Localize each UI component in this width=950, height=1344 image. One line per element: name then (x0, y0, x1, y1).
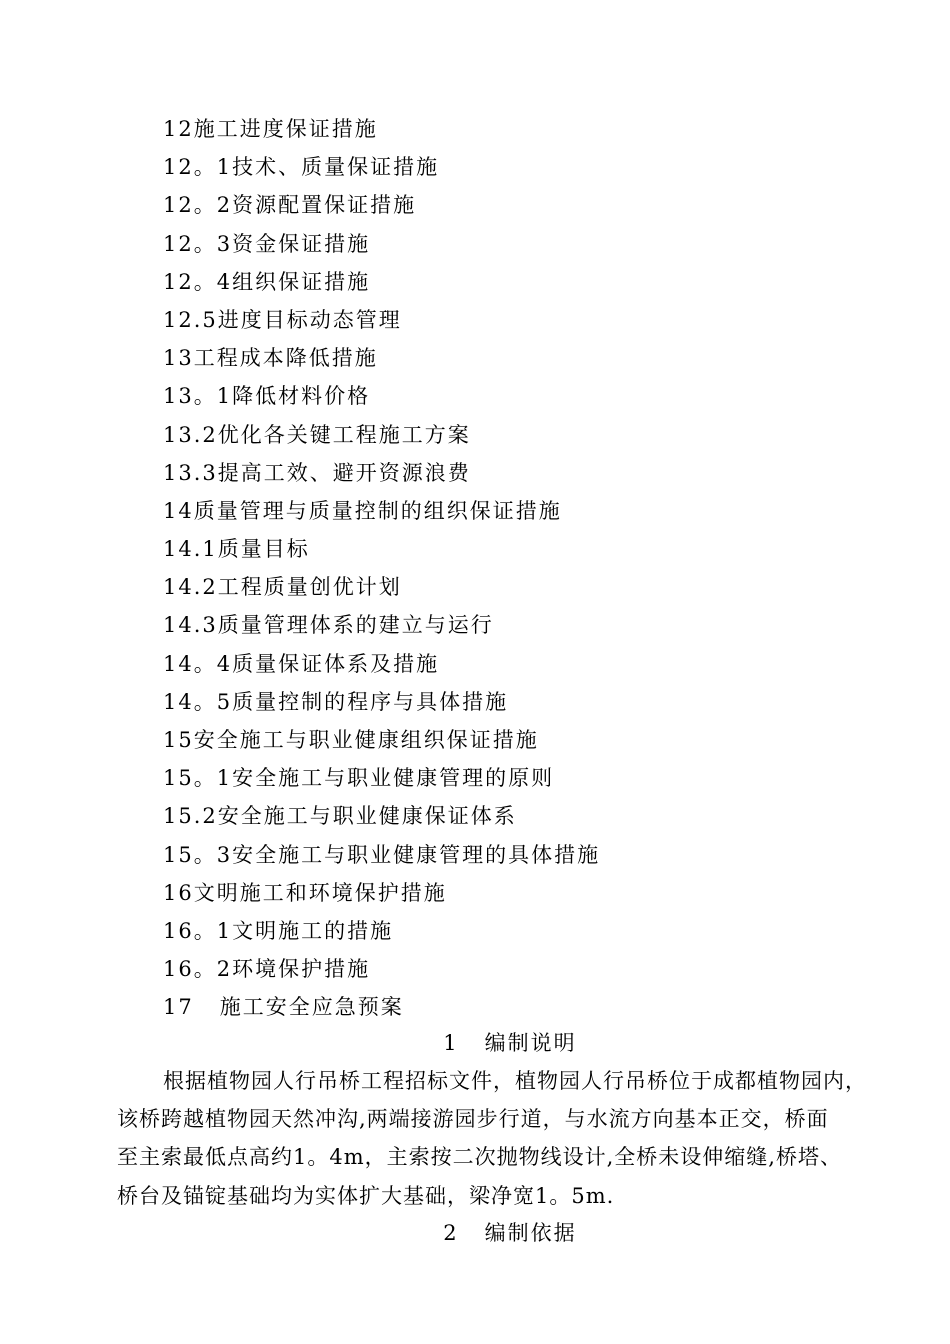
toc-item: 12。3资金保证措施 (163, 231, 371, 256)
toc-item: 12。1技术、质量保证措施 (163, 155, 440, 180)
toc-item: 13。1降低材料价格 (163, 384, 371, 409)
section-heading-compilation-basis: 2 编制依据 (443, 1221, 577, 1245)
paragraph-line: 桥台及锚锭基础均为实体扩大基础，梁净宽1。5m. (117, 1183, 615, 1208)
toc-item: 12。2资源配置保证措施 (163, 193, 417, 218)
paragraph-line: 该桥跨越植物园天然冲沟,两端接游园步行道，与水流方向基本正交，桥面 (117, 1107, 829, 1132)
toc-item: 14。5质量控制的程序与具体措施 (163, 689, 509, 714)
toc-item: 13工程成本降低措施 (163, 346, 378, 371)
paragraph-line: 根据植物园人行吊桥工程招标文件，植物园人行吊桥位于成都植物园内， (163, 1069, 867, 1093)
toc-item: 14质量管理与质量控制的组织保证措施 (163, 498, 562, 523)
toc-item: 14。4质量保证体系及措施 (163, 651, 440, 676)
toc-item: 12.5进度目标动态管理 (163, 307, 402, 332)
toc-item: 16。1文明施工的措施 (163, 918, 394, 943)
toc-item: 16文明施工和环境保护措施 (163, 880, 447, 905)
toc-item: 17 施工安全应急预案 (163, 995, 404, 1020)
section-heading-compilation-notes: 1 编制说明 (443, 1031, 577, 1055)
toc-item: 15安全施工与职业健康组织保证措施 (163, 728, 539, 752)
toc-item: 15.2安全施工与职业健康保证体系 (163, 804, 517, 829)
toc-item: 14.3质量管理体系的建立与运行 (163, 613, 494, 638)
toc-item: 14.1质量目标 (163, 537, 310, 562)
toc-item: 14.2工程质量创优计划 (163, 575, 402, 600)
toc-item: 15。3安全施工与职业健康管理的具体措施 (163, 842, 601, 867)
section-paragraph (117, 1062, 877, 1215)
toc-item: 16。2环境保护措施 (163, 957, 371, 982)
toc-item: 13.2优化各关键工程施工方案 (163, 422, 471, 447)
table-of-contents (163, 110, 600, 1027)
toc-item: 12。4组织保证措施 (163, 269, 371, 294)
toc-item: 15。1安全施工与职业健康管理的原则 (163, 766, 555, 791)
toc-item: 13.3提高工效、避开资源浪费 (163, 460, 471, 485)
paragraph-line: 至主索最低点高约1。4m，主索按二次抛物线设计,全桥未设伸缩缝,桥塔、 (117, 1145, 842, 1170)
toc-item: 12施工进度保证措施 (163, 117, 378, 141)
